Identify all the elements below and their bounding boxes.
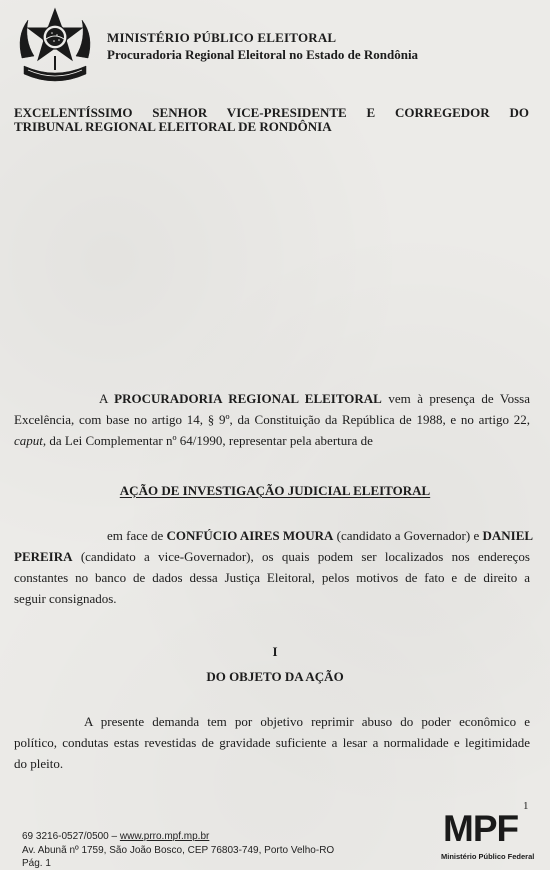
object-line-2: político, condutas estas revestidas de gravidade suficiente a lesar a normalidade e legitimidade xyxy=(14,735,530,750)
footer-contact xyxy=(22,831,209,842)
intro-line-3 xyxy=(14,430,530,451)
action-title-text: AÇÃO DE INVESTIGAÇÃO JUDICIAL ELEITORAL xyxy=(119,483,431,498)
coat-of-arms-icon xyxy=(14,6,96,88)
parties-line-4: seguir consignados. xyxy=(14,591,117,606)
header-org: MINISTÉRIO PÚBLICO ELEITORAL xyxy=(107,30,337,45)
candidate-vice-last: PEREIRA xyxy=(14,549,73,564)
section-number: I xyxy=(272,644,278,659)
intro-text: A xyxy=(99,391,115,406)
mpf-logo-subtitle: Ministério Público Federal xyxy=(441,852,535,861)
footer-address: Av. Abunã nº 1759, São João Bosco, CEP 76803-749, Porto Velho-RO xyxy=(22,845,335,856)
parties-text: em face de xyxy=(107,528,167,543)
addressee-line-2: TRIBUNAL REGIONAL ELEITORAL DE RONDÔNIA xyxy=(14,119,332,134)
intro-line-1 xyxy=(14,388,530,409)
section-title: DO OBJETO DA AÇÃO xyxy=(206,669,344,684)
mpf-logo: MPF xyxy=(443,808,519,849)
intro-caput: caput xyxy=(14,433,43,448)
intro-line-2: Excelência, com base no artigo 14, § 9º, da Constituição da República de 1988, e no artigo 22, xyxy=(14,412,530,427)
parties-line-3: constantes no banco de dados dessa Justiça Eleitoral, pelos motivos de fato e de direito a xyxy=(14,570,530,585)
object-paragraph xyxy=(14,711,530,774)
page-number: 1 xyxy=(523,800,529,812)
action-title xyxy=(0,483,550,499)
intro-org-name: PROCURADORIA REGIONAL ELEITORAL xyxy=(114,391,382,406)
intro-paragraph xyxy=(14,388,530,451)
intro-text: vem à presença de Vossa xyxy=(381,391,530,406)
parties-line-1 xyxy=(14,525,534,546)
parties-text: (candidato a vice-Governador), os quais podem ser localizados nos endereços xyxy=(72,549,530,564)
candidate-vice-first: DANIEL xyxy=(482,528,534,543)
footer-page: Pág. 1 xyxy=(22,858,51,869)
header-unit: Procuradoria Regional Eleitoral no Estado de Rondônia xyxy=(107,47,419,62)
addressee-line-1: EXCELENTÍSSIMO SENHOR VICE-PRESIDENTE E CORREGEDOR DO xyxy=(14,105,529,120)
parties-line-2 xyxy=(14,546,530,567)
parties-paragraph xyxy=(14,525,534,609)
object-line-1: A presente demanda tem por objetivo reprimir abuso do poder econômico e xyxy=(84,714,530,729)
parties-text: (candidato a Governador) e xyxy=(333,528,483,543)
object-line-3: do pleito. xyxy=(14,756,64,771)
intro-text: , da Lei Complementar nº 64/1990, representar pela abertura de xyxy=(42,433,373,448)
footer-phone: 69 3216-0527/0500 – xyxy=(22,831,120,842)
footer-url-link[interactable]: www.prro.mpf.mp.br xyxy=(119,831,210,842)
candidate-governor: CONFÚCIO AIRES MOURA xyxy=(166,528,334,543)
addressee xyxy=(14,106,529,134)
